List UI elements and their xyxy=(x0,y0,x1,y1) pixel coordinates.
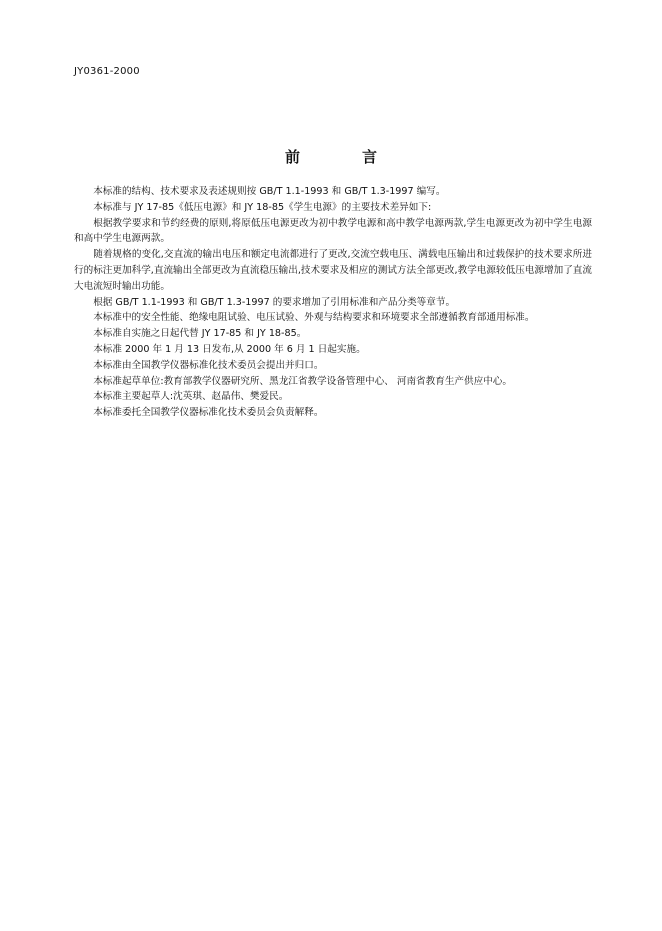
paragraph: 本标准主要起草人:沈英琪、赵晶伟、樊爱民。 xyxy=(93,391,289,403)
paragraph: 根据 GB/T 1.1-1993 和 GB/T 1.3-1997 的要求增加了引用标准和产品分类等章节。 xyxy=(93,296,456,308)
paragraph: 本标准委托全国教学仪器标准化技术委员会负责解释。 xyxy=(93,407,324,419)
title-char-1: 前 xyxy=(284,148,300,166)
paragraph: 本标准自实施之日起代替 JY 17-85 和 JY 18-85。 xyxy=(93,328,307,340)
title-char-2: 言 xyxy=(362,148,378,166)
page-title xyxy=(0,146,662,167)
foreword-body xyxy=(74,184,592,421)
paragraph: 本标准中的安全性能、绝缘电阻试验、电压试验、外观与结构要求和环境要求全部遵循教育部通用标准。 xyxy=(93,312,535,324)
paragraph: 本标准起草单位:教育部教学仪器研究所、黑龙江省教学设备管理中心、 河南省教育生产供应中心。 xyxy=(93,375,512,387)
paragraph: 随着规格的变化,交直流的输出电压和额定电流都进行了更改,交流空载电压、满载电压输出和过载保护的技术要求所进行的标注更加科学,直流输出全部更改为直流稳压输出,技术要求及相应的测试方法全部更改,教学电源较低压电源增加了直流大电流短时输出功能。 xyxy=(74,249,592,292)
paragraph: 本标准 2000 年 1 月 13 日发布,从 2000 年 6 月 1 日起实施。 xyxy=(93,343,366,355)
standard-code: JY0361-2000 xyxy=(74,66,140,77)
paragraph: 根据教学要求和节约经费的原则,将原低压电源更改为初中教学电源和高中教学电源两款,学生电源更改为初中学生电源和高中学生电源两款。 xyxy=(74,217,592,245)
paragraph: 本标准由全国教学仪器标准化技术委员会提出并归口。 xyxy=(93,359,324,371)
paragraph: 本标准的结构、技术要求及表述规则按 GB/T 1.1-1993 和 GB/T 1.3-1997 编写。 xyxy=(93,186,446,197)
paragraph: 本标准与 JY 17-85《低压电源》和 JY 18-85《学生电源》的主要技术差异如下: xyxy=(93,201,432,213)
